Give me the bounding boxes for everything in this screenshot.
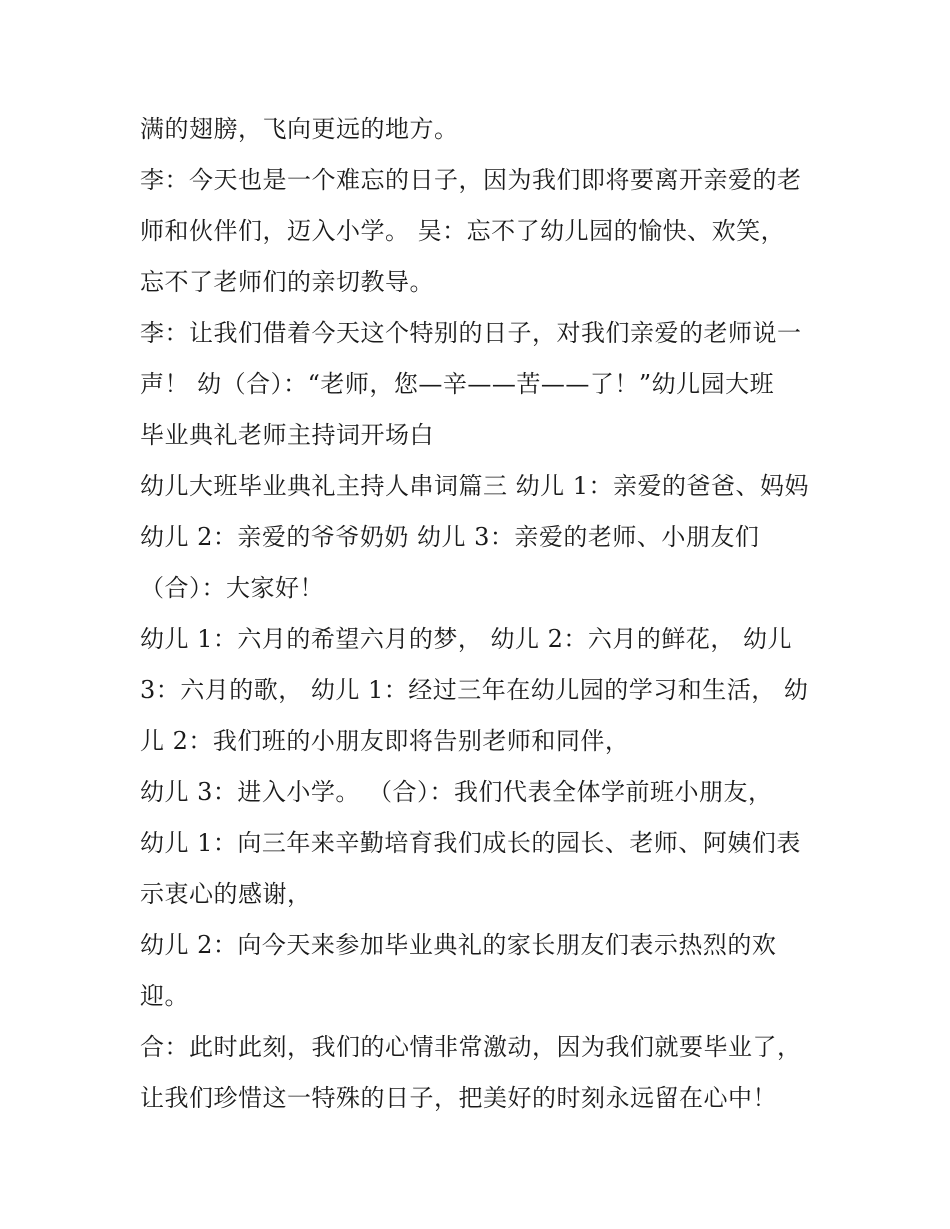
text-line: 李：今天也是一个难忘的日子，因为我们即将要离开亲爱的老 [140,166,802,194]
text-line: 李：让我们借着今天这个特别的日子，对我们亲爱的老师说一 [140,319,802,347]
text-line: 迎。 [140,982,189,1010]
text-line: 合：此时此刻，我们的心情非常激动，因为我们就要毕业了， [140,1033,802,1061]
text-line: 让我们珍惜这一特殊的日子，把美好的时刻永远留在心中！ [140,1084,777,1112]
text-line: （合）：大家好！ [140,574,324,602]
text-line: 幼儿 1：六月的希望六月的梦， 幼儿 2：六月的鲜花， 幼儿 [140,625,793,653]
text-line: 幼儿 2：向今天来参加毕业典礼的家长朋友们表示热烈的欢 [140,931,777,959]
text-line: 幼儿大班毕业典礼主持人串词篇三 幼儿 1：亲爱的爸爸、妈妈 [140,472,810,500]
text-line: 满的翅膀，飞向更远的地方。 [140,115,459,143]
text-line: 忘不了老师们的亲切教导。 [140,268,434,296]
text-line: 3：六月的歌， 幼儿 1：经过三年在幼儿园的学习和生活， 幼 [140,676,809,704]
text-line: 儿 2：我们班的小朋友即将告别老师和同伴， [140,727,630,755]
text-line: 幼儿 1：向三年来辛勤培育我们成长的园长、老师、阿姨们表 [140,829,801,857]
text-line: 示衷心的感谢， [140,880,312,908]
text-line: 幼儿 2：亲爱的爷爷奶奶 幼儿 3：亲爱的老师、小朋友们 [140,523,760,551]
text-line: 幼儿 3：进入小学。 （合）：我们代表全体学前班小朋友， [140,778,773,806]
text-line: 声！ 幼（合）：“老师，您—辛——苦——了！”幼儿园大班 [140,370,775,398]
text-line: 师和伙伴们，迈入小学。 吴：忘不了幼儿园的愉快、欢笑， [140,217,786,245]
document-body [140,104,820,1124]
text-line: 毕业典礼老师主持词开场白 [140,421,434,449]
